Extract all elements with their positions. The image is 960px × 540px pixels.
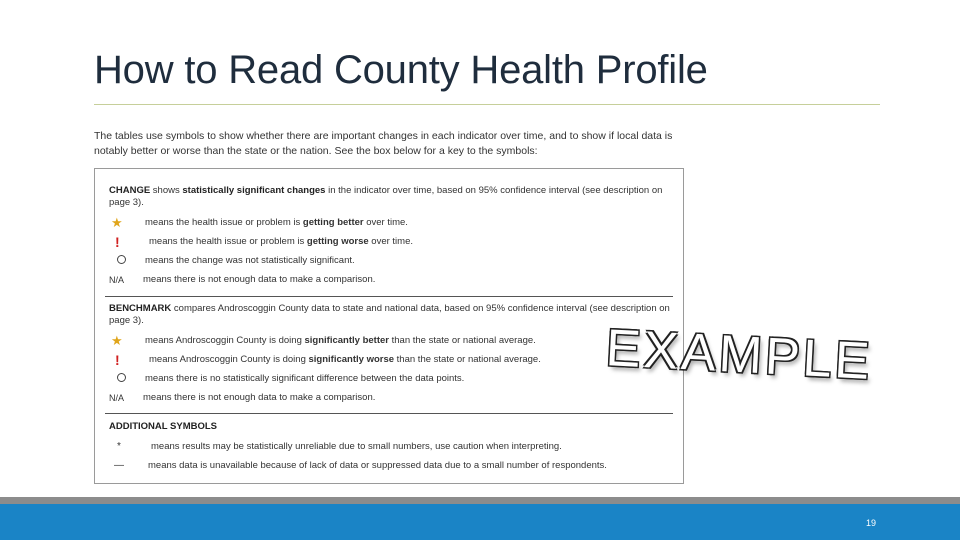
section-divider <box>105 413 673 414</box>
change-row-not-significant <box>109 251 675 270</box>
benchmark-row-text: means Androscoggin County is doing significantly better than the state or national average. <box>145 335 536 346</box>
benchmark-row-na <box>109 388 675 407</box>
additional-row-unreliable <box>109 437 675 456</box>
additional-row-text: means results may be statistically unreliable due to small numbers, use caution when interpreting. <box>151 441 562 452</box>
section-divider <box>105 296 673 297</box>
change-row-text: means the health issue or problem is getting better over time. <box>145 217 408 228</box>
change-section <box>109 185 675 289</box>
change-heading-label: CHANGE <box>109 185 151 196</box>
benchmark-row-better <box>109 331 675 350</box>
change-row-na <box>109 270 675 289</box>
intro-paragraph: The tables use symbols to show whether there are important changes in each indicator over time, and to show if local data is notably better or worse than the state or the nation. See the box below for a key to the symbols: <box>94 130 673 157</box>
change-row-text: means there is not enough data to make a comparison. <box>143 274 376 285</box>
benchmark-row-no-difference <box>109 369 675 388</box>
benchmark-heading-text: compares Androscoggin County data to state and national data, based on 95% confidence interval (see description on page 3). <box>109 303 670 326</box>
circle-icon <box>109 255 145 267</box>
title-divider <box>94 104 880 105</box>
na-symbol: N/A <box>109 274 125 285</box>
asterisk-icon: * <box>117 441 121 452</box>
benchmark-row-text: means there is not enough data to make a comparison. <box>143 392 376 403</box>
slide-title: How to Read County Health Profile <box>94 48 708 92</box>
additional-heading-label: ADDITIONAL SYMBOLS <box>109 421 218 432</box>
example-watermark: EXAMPLE <box>604 319 874 391</box>
change-row-text: means the change was not statistically significant. <box>145 255 355 266</box>
star-icon: ★ <box>111 332 123 348</box>
footer-bar <box>0 504 960 540</box>
benchmark-heading <box>109 303 675 327</box>
exclamation-icon: ! <box>115 233 120 250</box>
change-heading-text: shows <box>150 185 183 196</box>
benchmark-row-text: means there is no statistically significant difference between the data points. <box>145 373 465 384</box>
change-row-worse <box>109 232 675 251</box>
circle-icon <box>109 373 145 385</box>
additional-row-text: means data is unavailable because of lack of data or suppressed data due to a small number of respondents. <box>148 460 607 471</box>
footer-stripe <box>0 497 960 504</box>
benchmark-section <box>109 303 675 407</box>
benchmark-row-worse <box>109 350 675 369</box>
na-symbol: N/A <box>109 392 125 403</box>
change-heading <box>109 185 675 209</box>
benchmark-heading-label: BENCHMARK <box>109 303 172 314</box>
change-heading-rest: in the indicator over time, based on 95% confidence interval (see description on page 3). <box>109 185 663 208</box>
additional-heading <box>109 421 675 433</box>
exclamation-icon: ! <box>115 351 120 368</box>
change-row-better <box>109 213 675 232</box>
change-heading-emphasis: statistically significant changes <box>182 185 326 196</box>
benchmark-row-text: means Androscoggin County is doing significantly worse than the state or national average. <box>149 354 541 365</box>
change-row-text: means the health issue or problem is getting worse over time. <box>149 236 414 247</box>
additional-symbols-section <box>109 421 675 475</box>
dash-icon: — <box>114 460 124 471</box>
star-icon: ★ <box>111 214 123 230</box>
symbol-key-box <box>94 168 684 484</box>
additional-row-unavailable <box>109 456 675 475</box>
page-number: 19 <box>865 518 876 528</box>
